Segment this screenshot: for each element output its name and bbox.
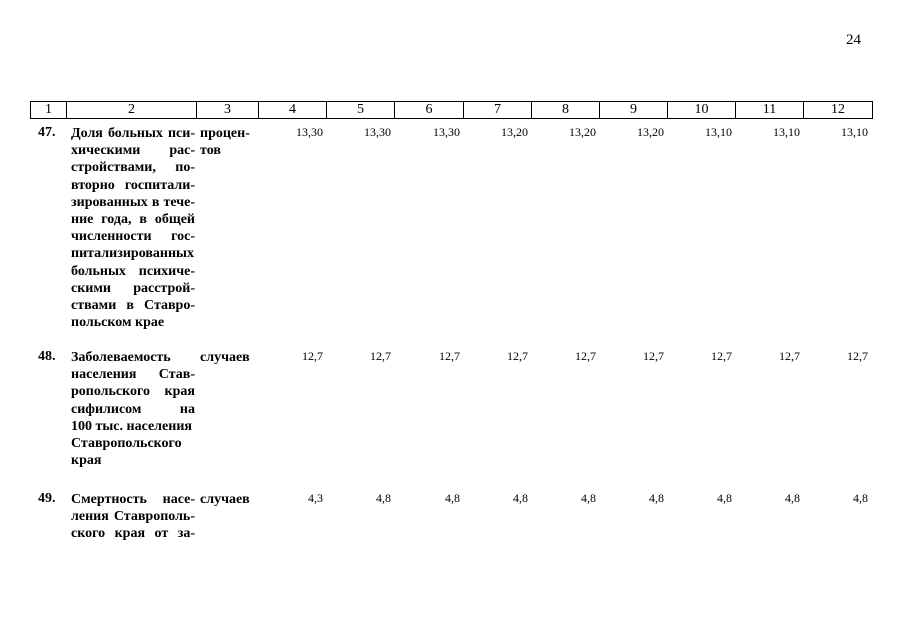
unit-line: тов — [200, 143, 221, 159]
value-col-6: 4,8 — [445, 491, 460, 505]
indicator-name-line: Доля больных пси- — [71, 126, 195, 141]
value-col-12: 12,7 — [847, 349, 868, 363]
value-col-5: 13,30 — [364, 125, 391, 139]
value-col-6: 12,7 — [439, 349, 460, 363]
value-col-12: 13,10 — [841, 125, 868, 139]
indicator-name-line: населения Став- — [71, 367, 195, 383]
indicator-name-line: 100 тыс. населения — [71, 418, 192, 434]
indicator-name-line: польском крае — [71, 315, 165, 331]
unit — [200, 491, 250, 508]
unit-line: случаев — [200, 350, 250, 365]
indicator-name-line: ского края от за- — [71, 526, 195, 542]
column-header-10: 10 — [668, 102, 736, 118]
value-col-10: 12,7 — [711, 349, 732, 363]
column-header-4: 4 — [259, 102, 327, 118]
indicator-name-line: сифилисом на — [71, 401, 195, 417]
value-col-11: 13,10 — [773, 125, 800, 139]
value-col-9: 12,7 — [643, 349, 664, 363]
indicator-name-line: стройствами, по- — [71, 160, 195, 176]
indicator-name-line: хическими рас- — [71, 143, 195, 159]
indicator-name-line: Заболеваемость — [71, 350, 171, 365]
indicator-name-line: ропольского края — [71, 384, 195, 400]
value-col-4: 12,7 — [302, 349, 323, 363]
column-header-11: 11 — [736, 102, 804, 118]
column-header-2: 2 — [67, 102, 197, 118]
row-number: 47. — [38, 125, 56, 140]
indicator-name-line: питализированных — [71, 246, 194, 262]
column-header-1: 1 — [31, 102, 67, 118]
page-number: 24 — [846, 32, 861, 48]
column-header-9: 9 — [600, 102, 668, 118]
column-header-5: 5 — [327, 102, 395, 118]
indicator-name-line: скими расстрой- — [71, 280, 195, 296]
indicator-name-line: ствами в Ставро- — [71, 298, 195, 314]
indicator-name-line: больных психиче- — [71, 263, 195, 279]
row-number: 49. — [38, 491, 56, 506]
unit — [200, 349, 250, 366]
value-col-8: 4,8 — [581, 491, 596, 505]
value-col-7: 12,7 — [507, 349, 528, 363]
indicator-name — [71, 349, 195, 469]
indicator-name-line: Ставропольского — [71, 436, 182, 452]
row-number: 48. — [38, 349, 56, 364]
indicator-name-line: численности гос- — [71, 229, 195, 245]
value-col-10: 4,8 — [717, 491, 732, 505]
value-col-7: 4,8 — [513, 491, 528, 505]
value-col-8: 12,7 — [575, 349, 596, 363]
value-col-10: 13,10 — [705, 125, 732, 139]
value-col-7: 13,20 — [501, 125, 528, 139]
value-col-6: 13,30 — [433, 125, 460, 139]
table-header-row — [30, 101, 873, 119]
value-col-11: 4,8 — [785, 491, 800, 505]
value-col-5: 4,8 — [376, 491, 391, 505]
column-header-12: 12 — [831, 102, 845, 117]
value-col-4: 4,3 — [308, 491, 323, 505]
value-col-9: 4,8 — [649, 491, 664, 505]
indicator-name-line: вторно госпитали- — [71, 177, 195, 193]
unit-line: случаев — [200, 492, 250, 507]
column-header-6: 6 — [395, 102, 464, 118]
unit — [200, 125, 250, 159]
indicator-name-line: края — [71, 453, 102, 469]
value-col-5: 12,7 — [370, 349, 391, 363]
value-col-4: 13,30 — [296, 125, 323, 139]
column-header-7: 7 — [464, 102, 532, 118]
value-col-9: 13,20 — [637, 125, 664, 139]
unit-line: процен- — [200, 126, 250, 141]
column-header-3: 3 — [197, 102, 259, 118]
indicator-name-line: Смертность насе- — [71, 492, 195, 507]
column-header-8: 8 — [532, 102, 600, 118]
value-col-8: 13,20 — [569, 125, 596, 139]
indicator-name — [71, 125, 195, 331]
indicator-name — [71, 491, 195, 543]
indicator-name-line: ления Ставрополь- — [71, 509, 195, 525]
value-col-12: 4,8 — [853, 491, 868, 505]
value-col-11: 12,7 — [779, 349, 800, 363]
indicator-name-line: зированных в тече- — [71, 194, 195, 210]
indicator-name-line: ние года, в общей — [71, 212, 195, 228]
